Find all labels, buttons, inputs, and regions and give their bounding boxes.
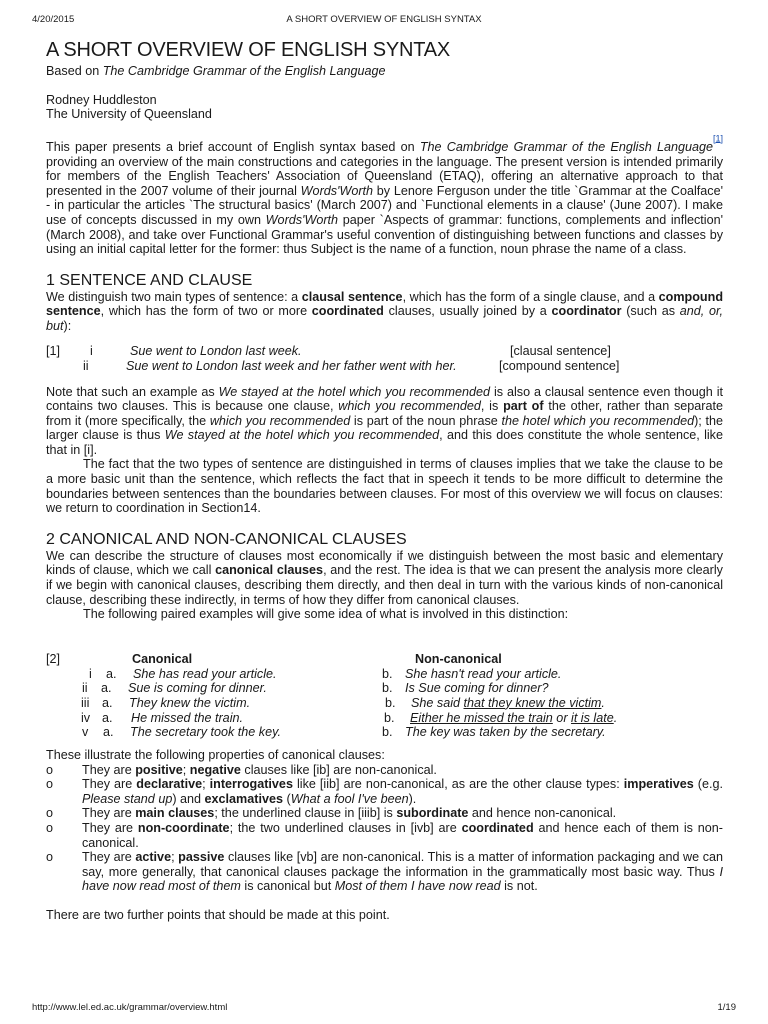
- section-2-para-4: There are two further points that should be made at this point.: [46, 907, 390, 922]
- intro-paragraph: This paper presents a brief account of English syntax based on The Cambridge Grammar of the English Language[1] providing an overview of the main constructions and categories in the language. The present version is intended primarily for members of the English Teachers' Association of Queensland (ETAQ), offering an alternative approach to that presented in the 2007 volume of their journal Words'Worth by Lenore Ferguson under the title `Grammar at the Coalface' - in particular the articles `The structural basics' (March 2007) and `Functional elements in a clause' (June 2007). I make use of concepts discussed in my own Words'Worth paper `Aspects of grammar: functions, complements and inflection' (March 2008), and take over Functional Grammar's useful convention of distinguishing between functions and classes by using an initial capital letter for the former: thus Subject is the name of a function, noun phrase the name of a class.: [46, 133, 724, 257]
- section-1-para-3: The fact that the two types of sentence are distinguished in terms of clauses implies that we take the clause to be a more basic unit than the sentence, which reflects the fact that in speech it tends to be more difficult to determine the boundaries between sentences than the boundaries between clauses. For most of this overview we will focus on clauses: we return to coordination in Section14.: [46, 457, 723, 516]
- section-2-heading: 2 CANONICAL AND NON-CANONICAL CLAUSES: [46, 530, 407, 548]
- example-number: [2]: [46, 651, 61, 666]
- bullet-item: o They are declarative; interrogatives like [iib] are non-canonical, as are the other clause types: imperatives (e.g. Please stand up) and exclamatives (What a fool I've been).: [46, 777, 724, 806]
- column-non-canonical: Non-canonical: [415, 651, 502, 666]
- section-2-para-2: The following paired examples will give some idea of what is involved in this distinction:: [83, 607, 569, 622]
- example-2-row: iv a. He missed the train. b. Either he missed the train or it is late.: [81, 710, 618, 725]
- section-2-para-1: We can describe the structure of clauses most economically if we distinguish between the most basic and elementary kinds of clause, which we call canonical clauses, and the rest. The idea is that we can present the analysis more clearly if we begin with canonical clauses, describing them directly, and then deal in turn with the various kinds of non-canonical clause, describing these indirectly, in terms of how they differ from canonical clauses.: [46, 548, 723, 607]
- example-1-row-ii: ii Sue went to London last week and her father went with her. [compound sentence]: [83, 358, 620, 373]
- example-2-row: ii a. Sue is coming for dinner. b. Is Sue coming for dinner?: [82, 681, 549, 696]
- bullet-item: o They are non-coordinate; the two underlined clauses in [ivb] are coordinated and hence each of them is non-canonical.: [46, 820, 724, 850]
- running-title: A SHORT OVERVIEW OF ENGLISH SYNTAX: [286, 14, 482, 25]
- bullet-item: o They are positive; negative clauses like [ib] are non-canonical.: [46, 762, 437, 777]
- page-number: 1/19: [717, 1002, 736, 1013]
- example-2-row: v a. The secretary took the key. b. The key was taken by the secretary.: [82, 725, 606, 740]
- example-1-row-i: [1] i Sue went to London last week. [clausal sentence]: [46, 343, 611, 358]
- subtitle-prefix: Based on: [46, 64, 103, 78]
- print-date: 4/20/2015: [32, 14, 75, 25]
- footnote-link[interactable]: [1]: [713, 133, 724, 144]
- column-canonical: Canonical: [132, 651, 193, 666]
- affiliation: The University of Queensland: [46, 107, 212, 122]
- bullet-item: o They are active; passive clauses like [vb] are non-canonical. This is a matter of information packaging and we can say, more generally, that canonical clauses package the information in the grammatically most basic way. Thus I have now read most of them is canonical but Most of them I have now read is not.: [46, 850, 724, 894]
- subtitle-book: The Cambridge Grammar of the English Language: [102, 64, 386, 78]
- author: Rodney Huddleston: [46, 92, 157, 107]
- section-1-para-2: Note that such an example as We stayed at the hotel which you recommended is also a clausal sentence even though it contains two clauses. This is because one clause, which you recommended, is part of the other, rather than separate from it (more specifically, the which you recommended is part of the noun phrase the hotel which you recommended); the larger clause is thus We stayed at the hotel which you recommended, and this does constitute the whole sentence, like that in [i].: [46, 384, 724, 457]
- section-1-para-1: We distinguish two main types of sentence: a clausal sentence, which has the form of a single clause, and a compound sentence, which has the form of two or more coordinated clauses, usually joined by a coordinator (such as and, or, but):: [46, 289, 724, 333]
- bullet-item: o They are main clauses; the underlined clause in [iiib] is subordinate and hence non-canonical.: [46, 806, 617, 821]
- example-2-row: i a. She has read your article. b. She hasn't read your article.: [89, 666, 562, 681]
- subtitle: [46, 64, 723, 79]
- document-body: [46, 38, 723, 922]
- running-footer: [32, 1002, 736, 1016]
- example-2-header: [46, 652, 723, 667]
- section-1-heading: 1 SENTENCE AND CLAUSE: [46, 271, 253, 289]
- running-header: [32, 14, 736, 28]
- example-number: [1]: [46, 343, 61, 358]
- source-url[interactable]: http://www.lel.ed.ac.uk/grammar/overview.html: [32, 1002, 228, 1013]
- example-2-row: iii a. They knew the victim. b. She said that they knew the victim.: [81, 695, 605, 710]
- page-title: A SHORT OVERVIEW OF ENGLISH SYNTAX: [46, 39, 451, 61]
- section-2-para-3: These illustrate the following properties of canonical clauses:: [46, 747, 385, 762]
